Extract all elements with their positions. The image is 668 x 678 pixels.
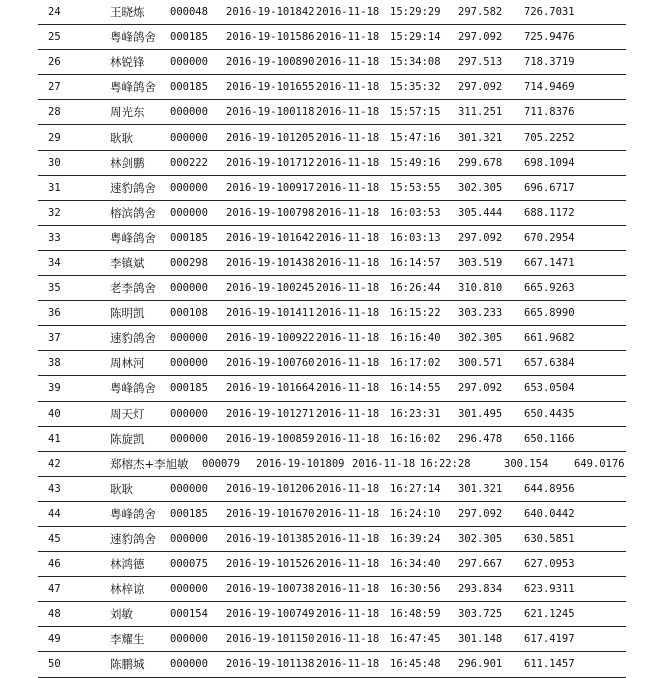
cell-rank: 27	[48, 81, 61, 94]
cell-time: 15:47:16	[390, 131, 441, 144]
cell-date: 2016-11-18	[316, 608, 380, 621]
cell-speed: 657.6384	[524, 357, 575, 370]
cell-code: 000000	[170, 658, 208, 671]
cell-speed: 698.1094	[524, 156, 575, 169]
cell-ring: 2016-19-100859	[226, 432, 315, 445]
table-row	[38, 376, 626, 401]
cell-rank: 37	[48, 332, 61, 345]
table-row	[38, 627, 626, 652]
cell-time: 16:48:59	[390, 608, 441, 621]
cell-rank: 43	[48, 482, 61, 495]
cell-date: 2016-11-18	[316, 658, 380, 671]
cell-speed: 718.3719	[524, 56, 575, 69]
cell-code: 000185	[170, 231, 208, 244]
cell-code: 000000	[170, 282, 208, 295]
cell-date: 2016-11-18	[316, 81, 380, 94]
results-table	[38, 0, 626, 678]
cell-ring: 2016-19-101655	[226, 81, 315, 94]
cell-name: 李镇斌	[110, 255, 145, 270]
table-row	[38, 125, 626, 150]
table-row	[38, 452, 626, 477]
cell-ring: 2016-19-100760	[226, 357, 315, 370]
cell-date: 2016-11-18	[316, 307, 380, 320]
cell-date: 2016-11-18	[316, 256, 380, 269]
cell-rank: 34	[48, 256, 61, 269]
cell-dist: 297.513	[458, 56, 503, 69]
cell-speed: 644.8956	[524, 482, 575, 495]
cell-code: 000000	[170, 633, 208, 646]
cell-speed: 649.0176	[574, 457, 625, 470]
table-row	[38, 326, 626, 351]
cell-rank: 32	[48, 206, 61, 219]
table-row	[38, 351, 626, 376]
cell-rank: 39	[48, 382, 61, 395]
cell-date: 2016-11-18	[316, 583, 380, 596]
cell-time: 15:34:08	[390, 56, 441, 69]
table-row	[38, 427, 626, 452]
cell-time: 16:16:02	[390, 432, 441, 445]
cell-code: 000108	[170, 307, 208, 320]
cell-speed: 696.6717	[524, 181, 575, 194]
cell-dist: 297.667	[458, 558, 503, 571]
cell-ring: 2016-19-100917	[226, 181, 315, 194]
cell-name: 耿耿	[110, 130, 133, 145]
cell-code: 000000	[170, 407, 208, 420]
cell-time: 15:57:15	[390, 106, 441, 119]
table-row	[38, 477, 626, 502]
cell-date: 2016-11-18	[316, 131, 380, 144]
cell-code: 000000	[170, 131, 208, 144]
cell-dist: 303.519	[458, 256, 503, 269]
cell-rank: 45	[48, 533, 61, 546]
cell-name: 耿耿	[110, 481, 133, 496]
cell-rank: 35	[48, 282, 61, 295]
cell-speed: 665.8990	[524, 307, 575, 320]
cell-ring: 2016-19-101642	[226, 231, 315, 244]
cell-time: 16:14:55	[390, 382, 441, 395]
cell-rank: 44	[48, 507, 61, 520]
cell-ring: 2016-19-101670	[226, 507, 315, 520]
cell-ring: 2016-19-101271	[226, 407, 315, 420]
cell-date: 2016-11-18	[316, 231, 380, 244]
cell-code: 000185	[170, 31, 208, 44]
cell-dist: 302.305	[458, 533, 503, 546]
cell-rank: 33	[48, 231, 61, 244]
cell-date: 2016-11-18	[316, 533, 380, 546]
cell-code: 000000	[170, 332, 208, 345]
cell-time: 15:29:29	[390, 6, 441, 19]
cell-dist: 303.725	[458, 608, 503, 621]
cell-speed: 705.2252	[524, 131, 575, 144]
table-row	[38, 151, 626, 176]
cell-speed: 667.1471	[524, 256, 575, 269]
table-row	[38, 100, 626, 125]
cell-ring: 2016-19-101205	[226, 131, 315, 144]
cell-dist: 297.092	[458, 507, 503, 520]
table-row	[38, 226, 626, 251]
cell-ring: 2016-19-101712	[226, 156, 315, 169]
cell-code: 000185	[170, 382, 208, 395]
table-row	[38, 75, 626, 100]
cell-ring: 2016-19-101586	[226, 31, 315, 44]
cell-rank: 25	[48, 31, 61, 44]
table-row	[38, 402, 626, 427]
cell-speed: 726.7031	[524, 6, 575, 19]
cell-code: 000000	[170, 206, 208, 219]
table-row	[38, 0, 626, 25]
cell-date: 2016-11-18	[316, 407, 380, 420]
cell-dist: 305.444	[458, 206, 503, 219]
cell-time: 16:45:48	[390, 658, 441, 671]
cell-date: 2016-11-18	[316, 432, 380, 445]
cell-speed: 617.4197	[524, 633, 575, 646]
cell-code: 000000	[170, 106, 208, 119]
cell-ring: 2016-19-101842	[226, 6, 315, 19]
table-row	[38, 251, 626, 276]
cell-date: 2016-11-18	[316, 106, 380, 119]
cell-dist: 301.321	[458, 131, 503, 144]
cell-code: 000048	[170, 6, 208, 19]
cell-rank: 26	[48, 56, 61, 69]
cell-dist: 300.154	[504, 457, 549, 470]
cell-time: 16:22:28	[420, 457, 471, 470]
cell-dist: 296.478	[458, 432, 503, 445]
cell-ring: 2016-19-101385	[226, 533, 315, 546]
cell-time: 16:23:31	[390, 407, 441, 420]
cell-dist: 301.495	[458, 407, 503, 420]
cell-time: 15:29:14	[390, 31, 441, 44]
cell-time: 16:26:44	[390, 282, 441, 295]
cell-code: 000079	[202, 457, 240, 470]
cell-name: 老李鸽舍	[110, 281, 156, 296]
cell-date: 2016-11-18	[316, 282, 380, 295]
cell-name: 陈鹏城	[110, 657, 145, 672]
cell-name: 周光东	[110, 105, 145, 120]
cell-ring: 2016-19-100749	[226, 608, 315, 621]
cell-time: 16:17:02	[390, 357, 441, 370]
cell-code: 000298	[170, 256, 208, 269]
cell-speed: 640.0442	[524, 507, 575, 520]
cell-dist: 303.233	[458, 307, 503, 320]
cell-ring: 2016-19-100118	[226, 106, 315, 119]
cell-rank: 48	[48, 608, 61, 621]
cell-speed: 621.1245	[524, 608, 575, 621]
cell-date: 2016-11-18	[316, 31, 380, 44]
cell-name: 林剑鹏	[110, 155, 145, 170]
cell-time: 16:24:10	[390, 507, 441, 520]
cell-time: 16:39:24	[390, 533, 441, 546]
cell-dist: 299.678	[458, 156, 503, 169]
cell-rank: 31	[48, 181, 61, 194]
table-row	[38, 527, 626, 552]
cell-date: 2016-11-18	[316, 332, 380, 345]
cell-name: 粤峰鸽舍	[110, 506, 156, 521]
cell-name: 速豹鸽舍	[110, 532, 156, 547]
cell-name: 粤峰鸽舍	[110, 80, 156, 95]
cell-dist: 311.251	[458, 106, 503, 119]
cell-rank: 36	[48, 307, 61, 320]
cell-speed: 611.1457	[524, 658, 575, 671]
table-row	[38, 25, 626, 50]
cell-ring: 2016-19-100738	[226, 583, 315, 596]
cell-code: 000154	[170, 608, 208, 621]
cell-rank: 50	[48, 658, 61, 671]
cell-ring: 2016-19-100798	[226, 206, 315, 219]
cell-name: 粤峰鸽舍	[110, 381, 156, 396]
cell-rank: 42	[48, 457, 61, 470]
cell-name: 榕滨鸽舍	[110, 205, 156, 220]
cell-code: 000000	[170, 482, 208, 495]
table-row	[38, 602, 626, 627]
cell-dist: 302.305	[458, 181, 503, 194]
cell-time: 15:49:16	[390, 156, 441, 169]
cell-date: 2016-11-18	[316, 206, 380, 219]
cell-rank: 46	[48, 558, 61, 571]
cell-date: 2016-11-18	[316, 6, 380, 19]
cell-time: 16:03:13	[390, 231, 441, 244]
cell-date: 2016-11-18	[316, 558, 380, 571]
cell-date: 2016-11-18	[316, 633, 380, 646]
cell-dist: 301.148	[458, 633, 503, 646]
cell-time: 16:03:53	[390, 206, 441, 219]
cell-code: 000222	[170, 156, 208, 169]
cell-time: 16:15:22	[390, 307, 441, 320]
table-row	[38, 276, 626, 301]
cell-dist: 297.092	[458, 31, 503, 44]
cell-name: 林鸿德	[110, 557, 145, 572]
table-row	[38, 301, 626, 326]
table-row	[38, 176, 626, 201]
cell-dist: 297.582	[458, 6, 503, 19]
cell-speed: 665.9263	[524, 282, 575, 295]
cell-speed: 650.1166	[524, 432, 575, 445]
cell-rank: 49	[48, 633, 61, 646]
cell-date: 2016-11-18	[316, 357, 380, 370]
cell-dist: 300.571	[458, 357, 503, 370]
cell-time: 16:16:40	[390, 332, 441, 345]
cell-dist: 297.092	[458, 81, 503, 94]
cell-speed: 670.2954	[524, 231, 575, 244]
cell-date: 2016-11-18	[316, 382, 380, 395]
cell-ring: 2016-19-100245	[226, 282, 315, 295]
cell-rank: 38	[48, 357, 61, 370]
cell-name: 陈明凯	[110, 306, 145, 321]
cell-dist: 297.092	[458, 231, 503, 244]
cell-ring: 2016-19-101664	[226, 382, 315, 395]
cell-name: 林梓谅	[110, 582, 145, 597]
cell-name: 陈旋凯	[110, 431, 145, 446]
cell-date: 2016-11-18	[316, 507, 380, 520]
cell-name: 粤峰鸽舍	[110, 230, 156, 245]
cell-ring: 2016-19-101411	[226, 307, 315, 320]
cell-name: 郑榕杰+李旭敏	[110, 456, 189, 471]
cell-dist: 301.321	[458, 482, 503, 495]
cell-speed: 714.9469	[524, 81, 575, 94]
cell-name: 粤峰鸽舍	[110, 30, 156, 45]
cell-code: 000185	[170, 507, 208, 520]
cell-ring: 2016-19-101526	[226, 558, 315, 571]
cell-ring: 2016-19-101150	[226, 633, 315, 646]
cell-code: 000185	[170, 81, 208, 94]
table-row	[38, 502, 626, 527]
cell-date: 2016-11-18	[316, 482, 380, 495]
cell-time: 16:30:56	[390, 583, 441, 596]
cell-dist: 310.810	[458, 282, 503, 295]
cell-ring: 2016-19-101138	[226, 658, 315, 671]
cell-time: 16:27:14	[390, 482, 441, 495]
cell-ring: 2016-19-101438	[226, 256, 315, 269]
cell-ring: 2016-19-101809	[256, 457, 345, 470]
cell-rank: 24	[48, 6, 61, 19]
cell-speed: 711.8376	[524, 106, 575, 119]
cell-date: 2016-11-18	[316, 181, 380, 194]
cell-rank: 29	[48, 131, 61, 144]
cell-name: 速豹鸽舍	[110, 180, 156, 195]
cell-dist: 297.092	[458, 382, 503, 395]
cell-name: 周天灯	[110, 406, 145, 421]
cell-code: 000000	[170, 583, 208, 596]
cell-rank: 30	[48, 156, 61, 169]
table-row	[38, 552, 626, 577]
cell-time: 15:53:55	[390, 181, 441, 194]
cell-speed: 653.0504	[524, 382, 575, 395]
cell-speed: 630.5851	[524, 533, 575, 546]
cell-rank: 47	[48, 583, 61, 596]
cell-dist: 302.305	[458, 332, 503, 345]
cell-name: 林锐锋	[110, 55, 145, 70]
cell-date: 2016-11-18	[316, 156, 380, 169]
cell-dist: 296.901	[458, 658, 503, 671]
cell-time: 15:35:32	[390, 81, 441, 94]
cell-code: 000000	[170, 357, 208, 370]
table-row	[38, 577, 626, 602]
cell-code: 000000	[170, 56, 208, 69]
cell-code: 000075	[170, 558, 208, 571]
cell-code: 000000	[170, 181, 208, 194]
cell-time: 16:14:57	[390, 256, 441, 269]
cell-speed: 725.9476	[524, 31, 575, 44]
cell-time: 16:47:45	[390, 633, 441, 646]
table-row	[38, 652, 626, 677]
cell-name: 李耀生	[110, 632, 145, 647]
cell-dist: 293.834	[458, 583, 503, 596]
cell-rank: 28	[48, 106, 61, 119]
table-row	[38, 201, 626, 226]
cell-name: 周林河	[110, 356, 145, 371]
cell-time: 16:34:40	[390, 558, 441, 571]
cell-ring: 2016-19-100890	[226, 56, 315, 69]
cell-code: 000000	[170, 533, 208, 546]
cell-ring: 2016-19-100922	[226, 332, 315, 345]
cell-name: 刘敏	[110, 607, 133, 622]
cell-date: 2016-11-18	[352, 457, 416, 470]
cell-name: 王晓炼	[110, 5, 145, 20]
cell-speed: 623.9311	[524, 583, 575, 596]
cell-date: 2016-11-18	[316, 56, 380, 69]
cell-code: 000000	[170, 432, 208, 445]
table-row	[38, 50, 626, 75]
cell-speed: 650.4435	[524, 407, 575, 420]
cell-rank: 41	[48, 432, 61, 445]
cell-ring: 2016-19-101206	[226, 482, 315, 495]
cell-speed: 627.0953	[524, 558, 575, 571]
cell-rank: 40	[48, 407, 61, 420]
cell-name: 速豹鸽舍	[110, 331, 156, 346]
cell-speed: 688.1172	[524, 206, 575, 219]
cell-speed: 661.9682	[524, 332, 575, 345]
